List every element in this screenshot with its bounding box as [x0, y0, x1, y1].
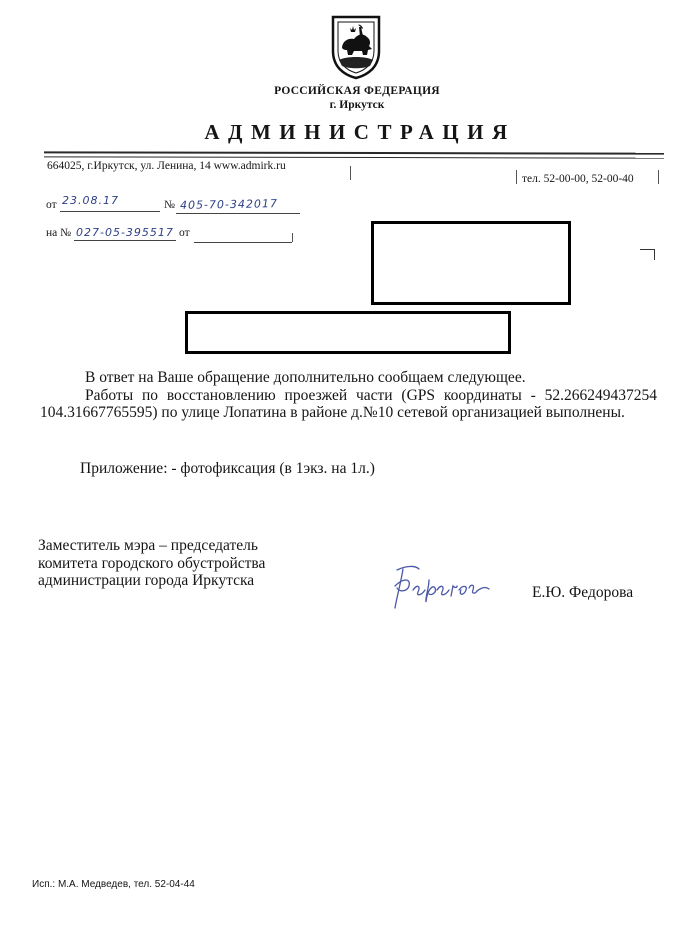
body-paragraph-1: В ответ на Ваше обращение дополнительно сообщаем следующее. [85, 369, 526, 386]
signer-position-line-1: Заместитель мэра – председатель [38, 537, 258, 554]
reply-to-label: на № [46, 227, 72, 239]
irkutsk-coat-of-arms [330, 14, 382, 80]
city-title: г. Иркутск [329, 99, 385, 111]
signer-position [38, 537, 265, 590]
address-divider [350, 166, 351, 180]
outgoing-date-line [60, 211, 160, 212]
phone-line: тел. 52-00-00, 52-00-40 [522, 173, 634, 185]
letterhead-rule-thin [44, 156, 664, 158]
signer-position-line-2: комитета городского обустройства [38, 554, 266, 572]
redacted-subject-box [185, 311, 511, 354]
signer-position-line-3: администрации города Иркутска [38, 572, 255, 589]
phone-divider-right [658, 170, 659, 184]
reply-from-date-line [194, 242, 292, 243]
address-corner-mark [640, 249, 655, 260]
reply-from-date-tick [292, 233, 293, 242]
attachment-note: Приложение: - фотофиксация (в 1экз. на 1л.) [80, 460, 375, 477]
body-paragraph-2: Работы по восстановлению проезжей части (GPS координаты - 52.266249437254 104.31667765595) по улице Лопатина в районе д.№10 сетевой организацией выполнены. [40, 386, 657, 421]
outgoing-number: 405-70-342017 [179, 197, 279, 212]
outgoing-number-line [176, 213, 300, 214]
reply-from-label: от [179, 227, 190, 239]
outgoing-date: 23.08.17 [62, 194, 119, 207]
number-label: № [164, 199, 175, 211]
letter-body [40, 369, 657, 422]
reply-to-number: 027-05-395517 [76, 226, 174, 239]
letterhead-rule-thick [44, 151, 664, 154]
date-from-label: от [46, 199, 57, 211]
country-title: РОССИЙСКАЯ ФЕДЕРАЦИЯ [274, 85, 440, 97]
handwritten-signature [385, 556, 495, 616]
phone-divider-left [516, 170, 517, 184]
redacted-recipient-box [371, 221, 571, 305]
executor-line: Исп.: М.А. Медведев, тел. 52-04-44 [32, 879, 195, 890]
address-line: 664025, г.Иркутск, ул. Ленина, 14 www.admirk.ru [47, 160, 286, 172]
organization-title: АДМИНИСТРАЦИЯ [204, 120, 516, 144]
signer-name: Е.Ю. Федорова [532, 584, 634, 601]
reply-to-number-line [74, 240, 176, 241]
